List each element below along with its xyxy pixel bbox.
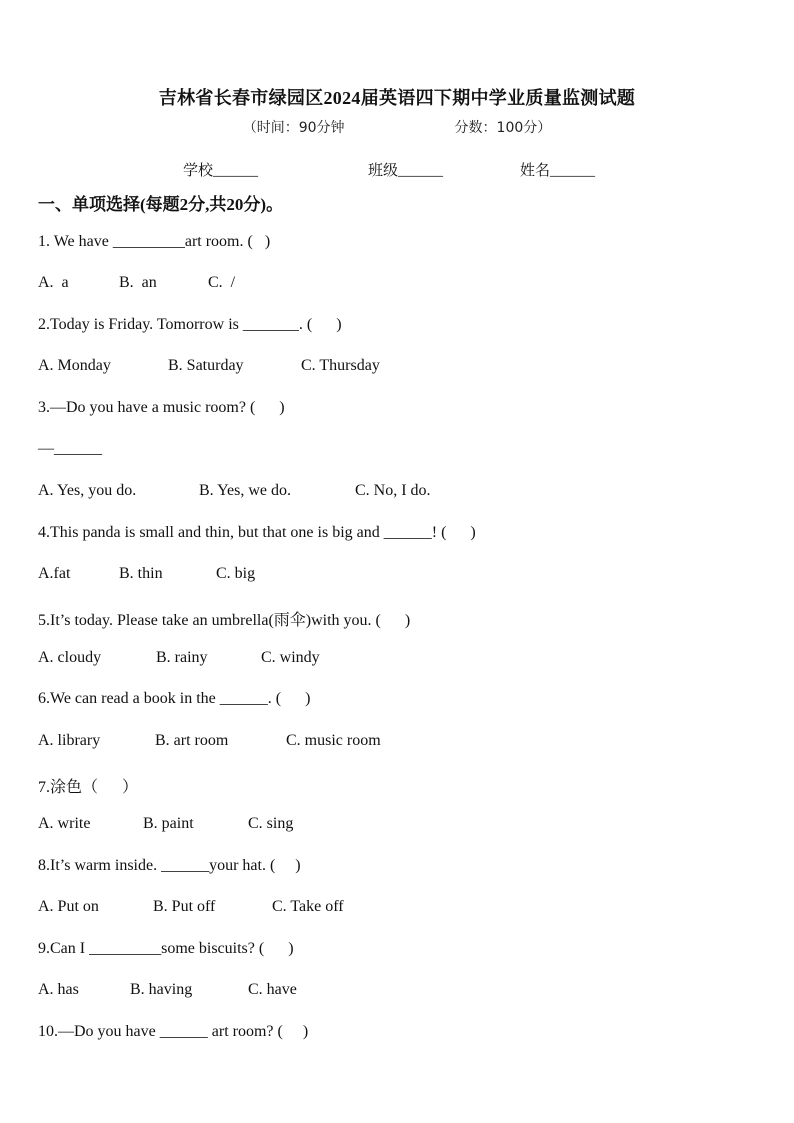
q9-option-a[interactable]: A. has bbox=[38, 981, 79, 998]
q2-option-a[interactable]: A. Monday bbox=[38, 357, 111, 374]
school-field[interactable]: 学校______ bbox=[183, 163, 259, 179]
q5-option-b[interactable]: B. rainy bbox=[156, 649, 208, 666]
q7-option-c[interactable]: C. sing bbox=[248, 815, 294, 832]
question-6-stem: 6.We can read a book in the ______. ( ) bbox=[38, 690, 311, 707]
q2-option-c[interactable]: C. Thursday bbox=[301, 357, 380, 374]
question-7-stem: 7.涂色（ ） bbox=[38, 779, 139, 796]
q4-option-a[interactable]: A.fat bbox=[38, 565, 71, 582]
question-4-stem: 4.This panda is small and thin, but that one is big and ______! ( ) bbox=[38, 524, 476, 541]
question-9-stem: 9.Can I _________some biscuits? ( ) bbox=[38, 940, 294, 957]
section-heading: 一、单项选择(每题2分,共20分)。 bbox=[38, 195, 284, 214]
q9-option-b[interactable]: B. having bbox=[130, 981, 193, 998]
q3-option-c[interactable]: C. No, I do. bbox=[355, 482, 431, 499]
q6-option-b[interactable]: B. art room bbox=[155, 732, 229, 749]
q6-option-c[interactable]: C. music room bbox=[286, 732, 381, 749]
q1-option-b[interactable]: B. an bbox=[119, 274, 157, 291]
q8-option-c[interactable]: C. Take off bbox=[272, 898, 344, 915]
q4-option-b[interactable]: B. thin bbox=[119, 565, 163, 582]
q6-option-a[interactable]: A. library bbox=[38, 732, 101, 749]
question-5-stem: 5.It’s today. Please take an umbrella(雨伞)with you. ( ) bbox=[38, 612, 411, 629]
q5-option-a[interactable]: A. cloudy bbox=[38, 649, 102, 666]
q4-option-c[interactable]: C. big bbox=[216, 565, 256, 582]
q1-option-c[interactable]: C. / bbox=[208, 274, 236, 291]
question-3-answer-line[interactable]: —______ bbox=[38, 440, 102, 457]
q3-option-b[interactable]: B. Yes, we do. bbox=[199, 482, 292, 499]
name-field[interactable]: 姓名______ bbox=[520, 163, 596, 179]
q1-option-a[interactable]: A. a bbox=[38, 274, 69, 291]
q3-option-a[interactable]: A. Yes, you do. bbox=[38, 482, 137, 499]
q7-option-a[interactable]: A. write bbox=[38, 815, 91, 832]
q5-option-c[interactable]: C. windy bbox=[261, 649, 320, 666]
exam-subtitle bbox=[0, 117, 794, 137]
question-1-stem: 1. We have _________art room. ( ) bbox=[38, 233, 271, 250]
question-8-stem: 8.It’s warm inside. ______your hat. ( ) bbox=[38, 857, 301, 874]
exam-title: 吉林省长春市绿园区2024届英语四下期中学业质量监测试题 bbox=[158, 88, 636, 108]
q9-option-c[interactable]: C. have bbox=[248, 981, 297, 998]
q8-option-a[interactable]: A. Put on bbox=[38, 898, 99, 915]
question-10-stem: 10.—Do you have ______ art room? ( ) bbox=[38, 1023, 309, 1040]
question-2-stem: 2.Today is Friday. Tomorrow is _______. ( ) bbox=[38, 316, 342, 333]
question-3-stem: 3.—Do you have a music room? ( ) bbox=[38, 399, 285, 416]
q7-option-b[interactable]: B. paint bbox=[143, 815, 194, 832]
exam-score: 分数：100分） bbox=[454, 120, 552, 136]
exam-time: （时间：90分钟 bbox=[242, 120, 345, 136]
q8-option-b[interactable]: B. Put off bbox=[153, 898, 216, 915]
q2-option-b[interactable]: B. Saturday bbox=[168, 357, 244, 374]
class-field[interactable]: 班级______ bbox=[368, 163, 444, 179]
